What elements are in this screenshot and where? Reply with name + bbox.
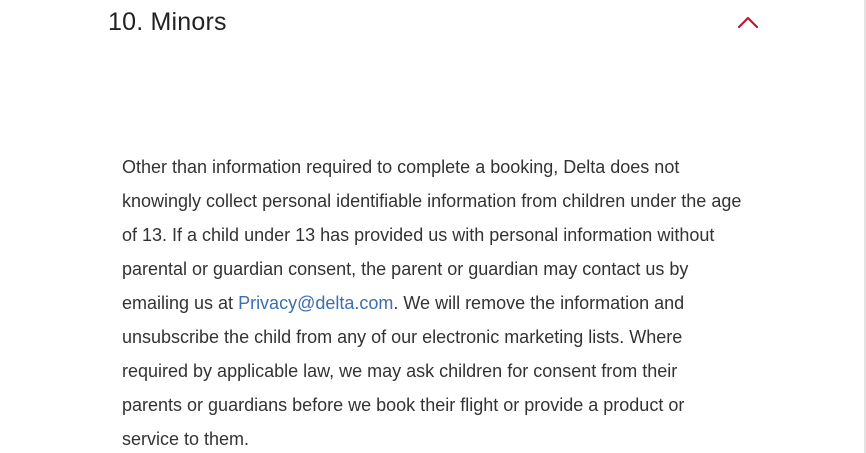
accordion-header-minors[interactable]: [108, 0, 768, 44]
policy-text-part-2: . We will remove the information and unsubscribe the child from any of our electronic marketing lists. Where required by applicable law, we may ask children for consent from their parents or guardians before we book their flight or provide a product or service to them.: [122, 293, 685, 449]
chevron-up-icon[interactable]: [736, 10, 760, 34]
privacy-email-link[interactable]: Privacy@delta.com: [238, 293, 394, 313]
policy-text-part-1: Other than information required to complete a booking, Delta does not knowingly collect personal identifiable information from children under the age of 13. If a child under 13 has provided us with personal information without parental or guardian consent, the parent or guardian may contact us by emailing us at: [122, 157, 742, 313]
accordion-panel-minors: [122, 150, 742, 453]
section-title: 10. Minors: [108, 7, 227, 36]
minors-policy-text: [122, 150, 742, 453]
